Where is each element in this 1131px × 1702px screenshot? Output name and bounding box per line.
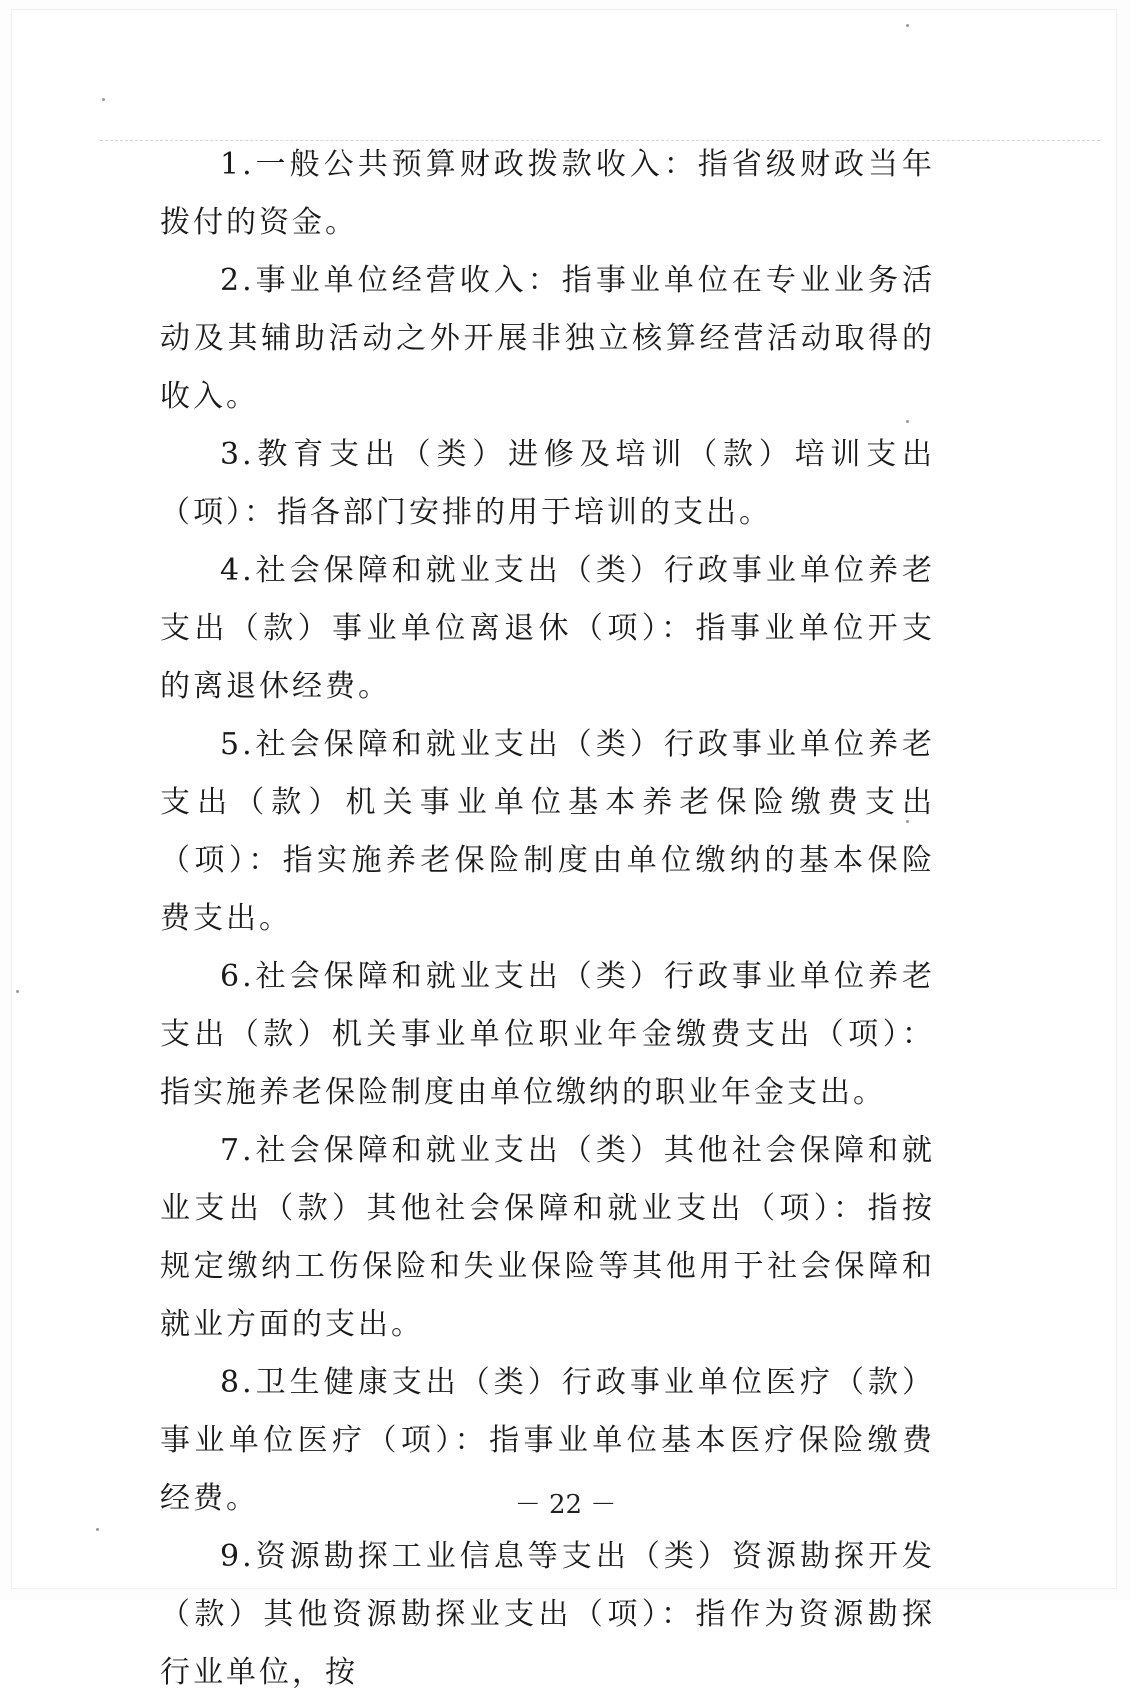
paragraph-4: 4.社会保障和就业支出（类）行政事业单位养老支出（款）事业单位离退休（项）：指事业单位开支的离退休经费。	[160, 553, 935, 704]
paragraph-2: 2.事业单位经营收入：指事业单位在专业业务活动及其辅助活动之外开展非独立核算经营活动取得的收入。	[160, 263, 935, 414]
page-number: － 22 －	[514, 1490, 617, 1520]
document-body	[160, 136, 935, 1702]
scan-speck	[102, 98, 105, 101]
scan-speck	[906, 24, 909, 27]
scan-speck	[96, 1528, 99, 1531]
paragraph-8: 8.卫生健康支出（类）行政事业单位医疗（款）事业单位医疗（项）：指事业单位基本医疗保险缴费经费。	[160, 1365, 935, 1516]
paragraph-1: 1.一般公共预算财政拨款收入：指省级财政当年拨付的资金。	[160, 147, 935, 240]
scan-speck	[16, 990, 19, 993]
paragraph-9: 9.资源勘探工业信息等支出（类）资源勘探开发（款）其他资源勘探业支出（项）：指作为资源勘探行业单位，按	[160, 1539, 935, 1690]
paragraph-3: 3.教育支出（类）进修及培训（款）培训支出（项）：指各部门安排的用于培训的支出。	[160, 437, 935, 530]
paragraph-7: 7.社会保障和就业支出（类）其他社会保障和就业支出（款）其他社会保障和就业支出（项）：指按规定缴纳工伤保险和失业保险等其他用于社会保障和就业方面的支出。	[160, 1133, 935, 1342]
paragraph-6: 6.社会保障和就业支出（类）行政事业单位养老支出（款）机关事业单位职业年金缴费支出（项）：指实施养老保险制度由单位缴纳的职业年金支出。	[160, 959, 935, 1110]
paragraph-5: 5.社会保障和就业支出（类）行政事业单位养老支出（款）机关事业单位基本养老保险缴费支出（项）：指实施养老保险制度由单位缴纳的基本保险费支出。	[160, 727, 935, 936]
